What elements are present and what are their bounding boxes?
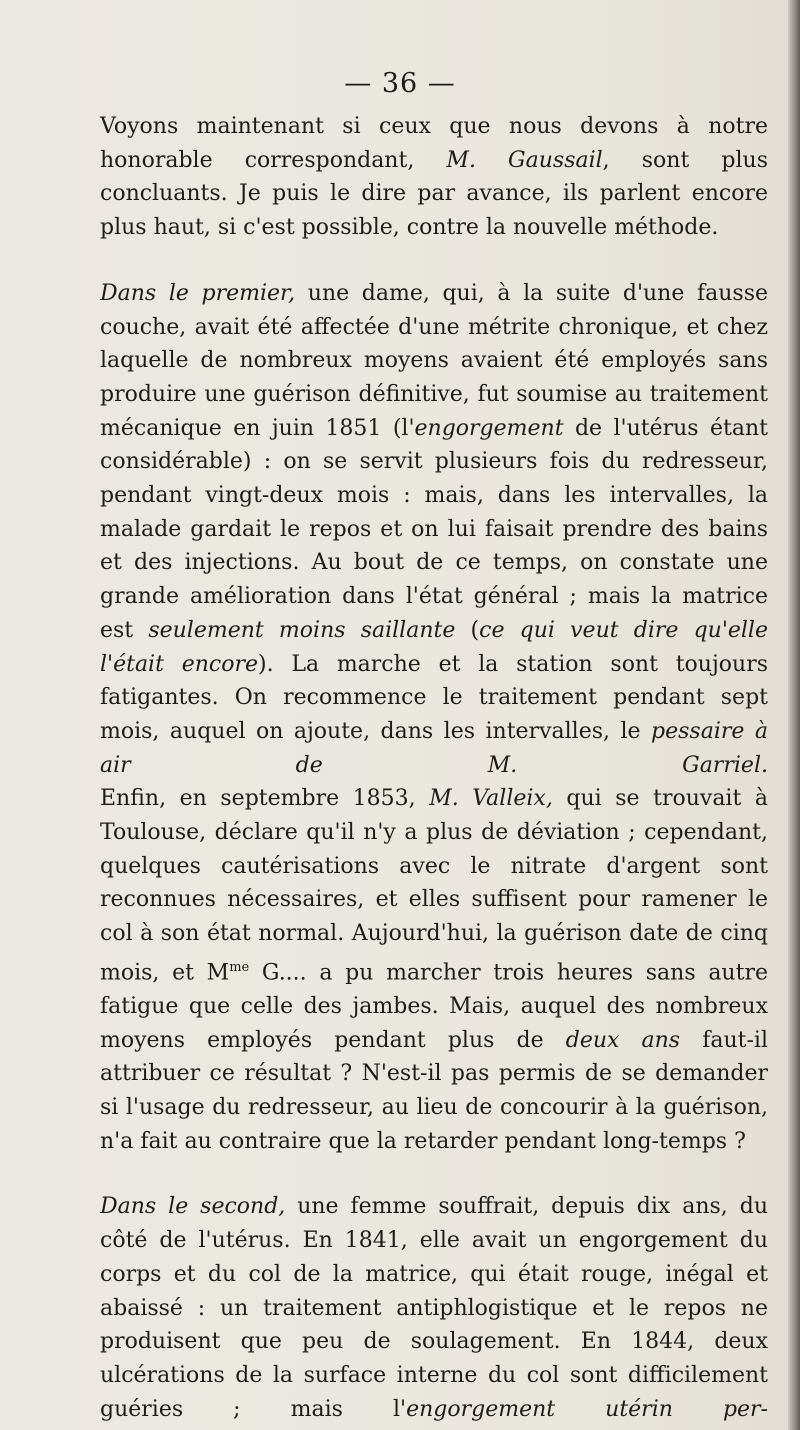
paragraph-intro: Voyons maintenant si ceux que nous devons à notre honorable correspondant, M. Gaussail, sont plus concluants. Je puis le dire par avance, ils parlent encore plus haut, si c'est possible, contre la nouvelle méthode. xyxy=(100,114,768,241)
page-edge-shadow xyxy=(788,0,800,1430)
paragraph-gap xyxy=(100,245,768,277)
paragraph-enfin: Enfin, en septembre 1853, M. Valleix, qui se trouvait à Toulouse, déclare qu'il n'y a plus de déviation ; cependant, quelques cautérisations avec le nitrate d'argent sont reconnues nécessaires, et elles suffisent pour ramener le col à son état normal. Aujourd'hui, la guérison date de cinq mois, et $M^{me}$ G.... a pu marcher trois heures sans autre fatigue que celle des jambes. Mais, auquel des nombreux moyens employés pendant plus de deux ans faut-il attribuer ce résultat ? N'est-il pas permis de se demander si l'usage du redresseur, au lieu de concourir à la guérison, n'a fait au contraire que la retarder pendant long-temps ? xyxy=(100,786,768,1154)
body-text xyxy=(100,110,768,1426)
paragraph-second-cas: Dans le second, une femme souffrait, depuis dix ans, du côté de l'utérus. En 1841, elle avait un engorgement du corps et du col de la matrice, qui était rouge, inégal et abaissé : un traitement antiphlogistique et le repos ne produisent que peu de soulagement. En 1844, deux ulcérations de la surface interne du col sont difficilement guéries ; mais l'engorgement utérin per- xyxy=(100,1194,768,1422)
paragraph-premier-cas: Dans le premier, une dame, qui, à la suite d'une fausse couche, avait été affectée d'une métrite chronique, et chez laquelle de nombreux moyens avaient été employés sans produire une guérison définitive, fut soumise au traitement mécanique en juin 1851 (l'engorgement de l'utérus étant considérable) : on se servit plusieurs fois du redresseur, pendant vingt-deux mois : mais, dans les intervalles, la malade gardait le repos et on lui faisait prendre des bains et des injections. Au bout de ce temps, on constate une grande amélioration dans l'état général ; mais la matrice est seulement moins saillante (ce qui veut dire qu'elle l'était encore). La marche et la station sont toujours fatigantes. On recommence le traitement pendant sept mois, auquel on ajoute, dans les intervalles, le pessaire à air de M. Garriel. xyxy=(100,280,769,778)
page-number: — 36 — xyxy=(344,68,456,99)
paragraph-gap xyxy=(100,1158,768,1190)
